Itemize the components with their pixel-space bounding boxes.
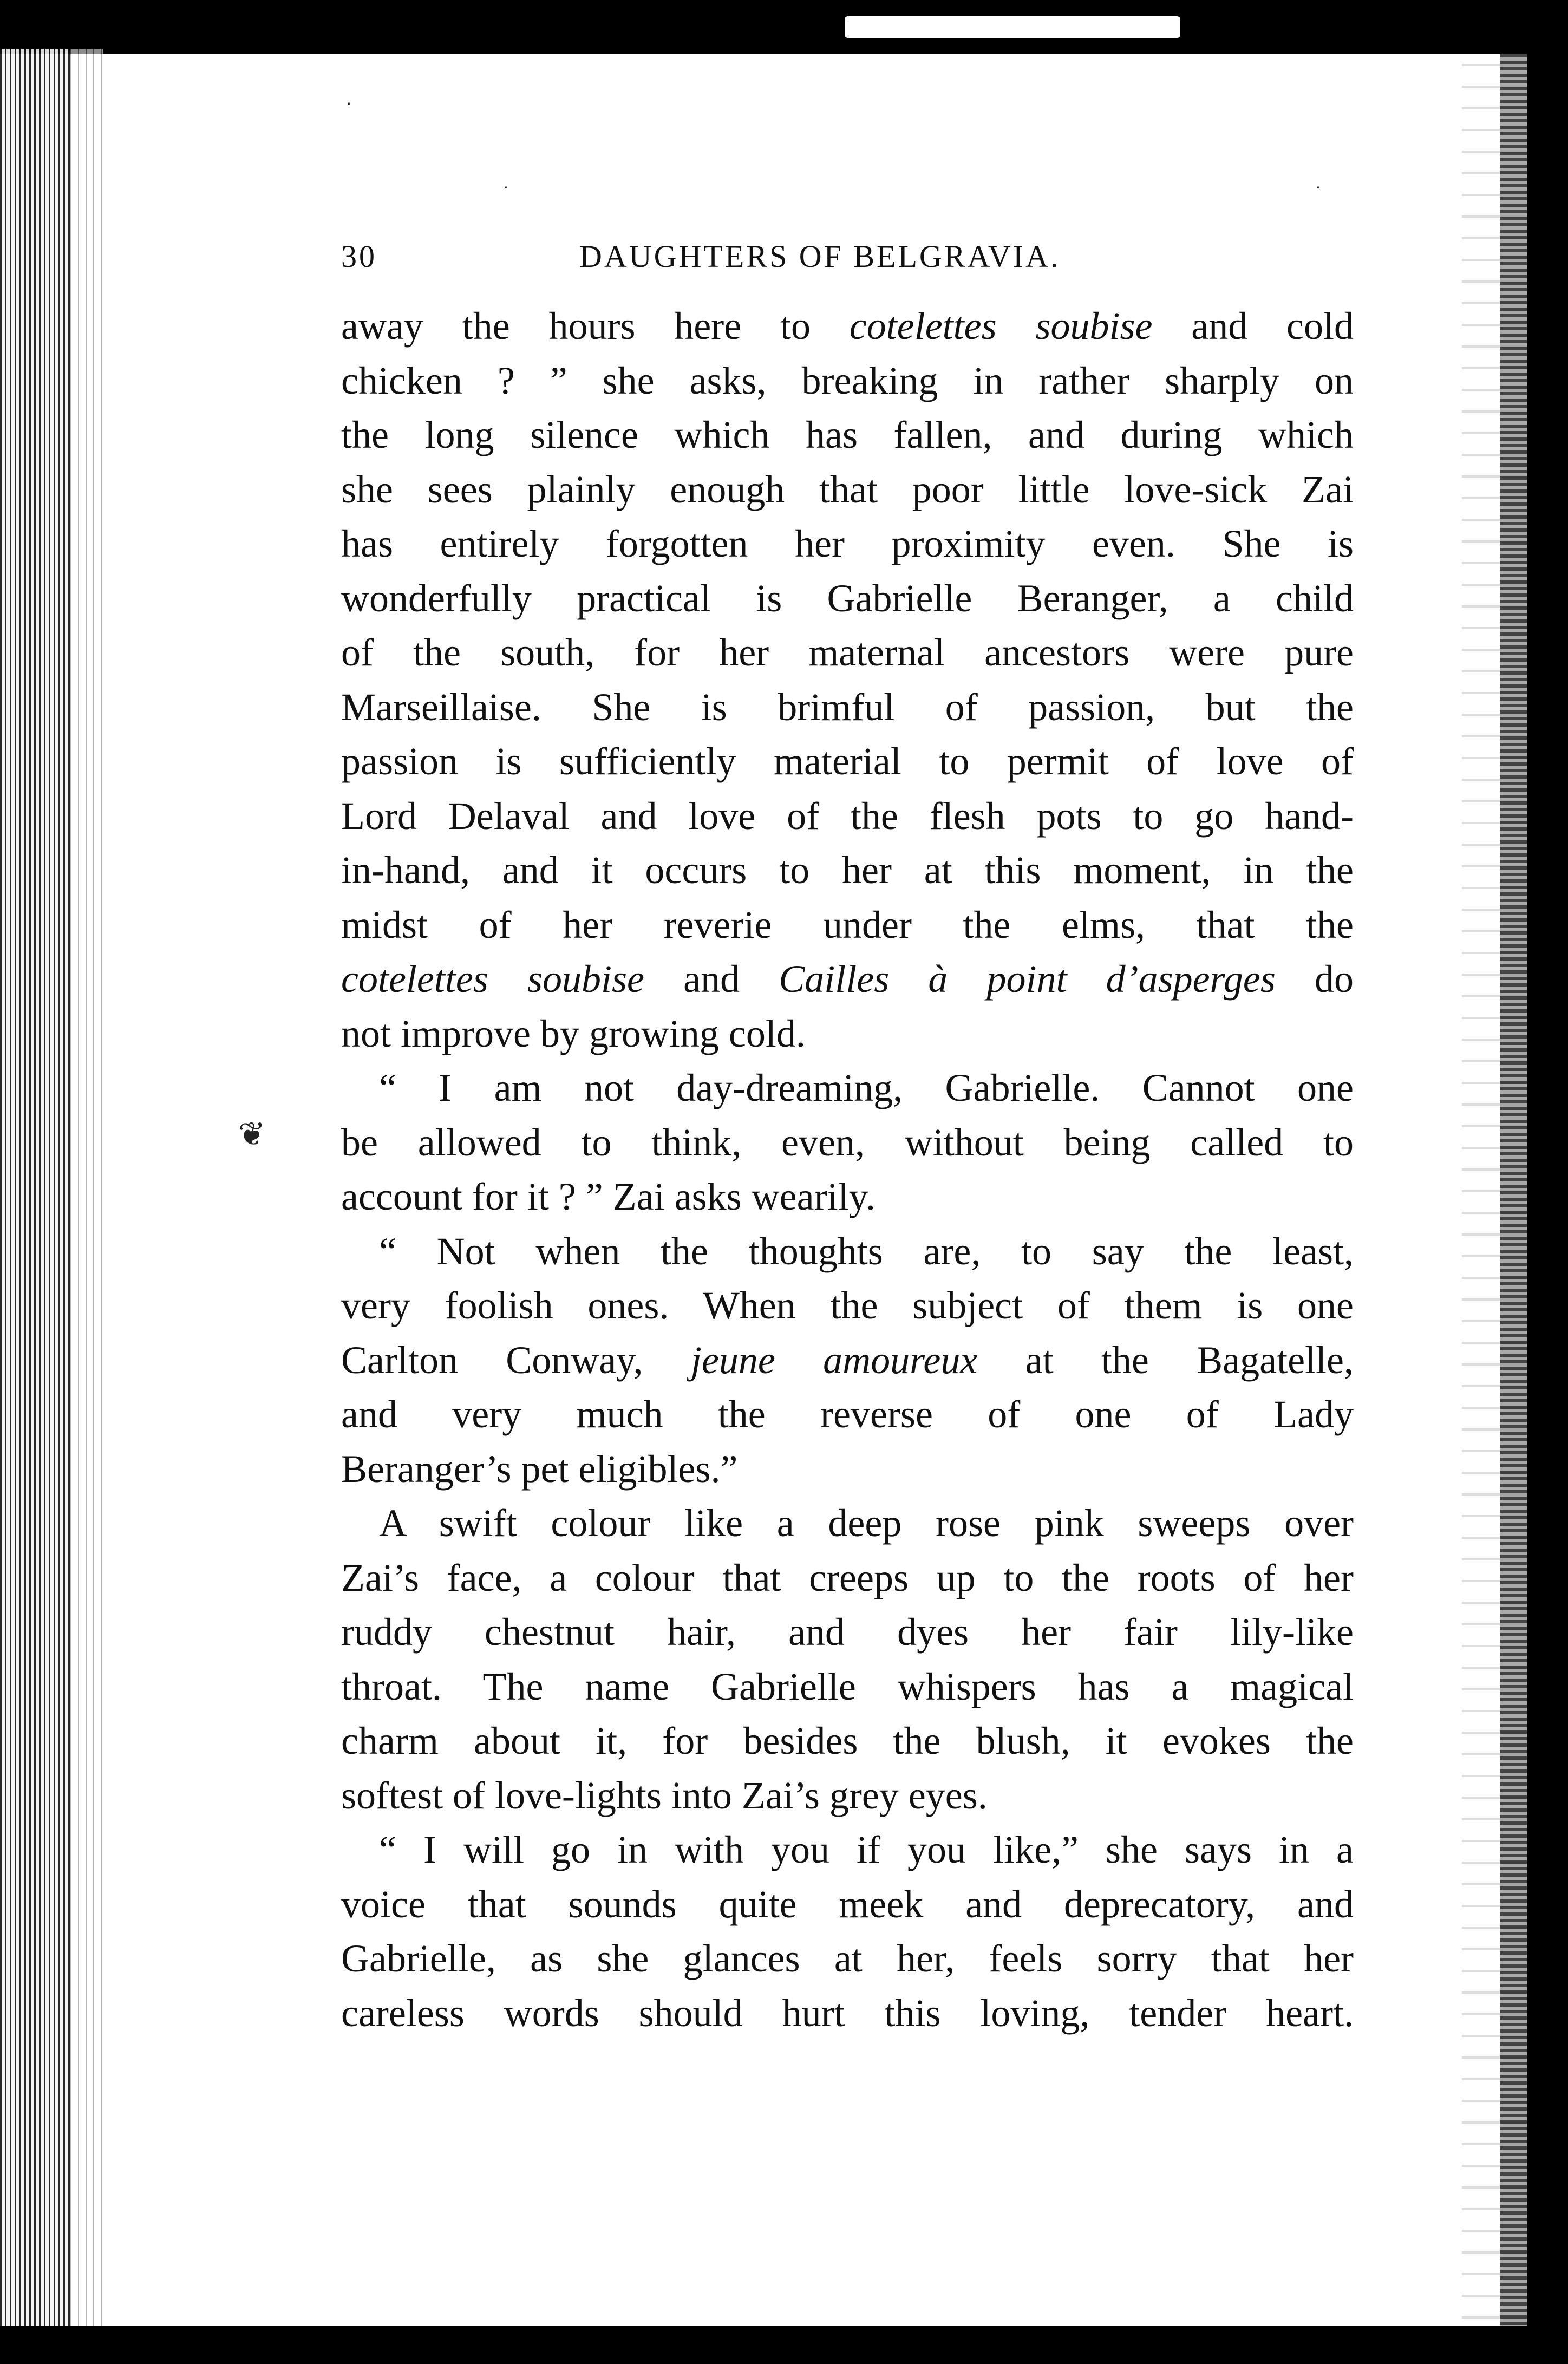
text-line: A swift colour like a deep rose pink sweeps over [379,1501,1354,1545]
text-line: and very much the reverse of one of Lady [341,1393,1354,1436]
page-number: 30 [341,239,377,274]
text-line: she sees plainly enough that poor little love-sick Zai [341,467,1354,511]
text-line: “ I will go in with you if you like,” she says in a [379,1828,1354,1871]
text-line: Carlton Conway, jeune amoureux at the Bagatelle, [341,1338,1354,1382]
text-line: charm about it, for besides the blush, it evokes the [341,1719,1354,1762]
body-text [341,299,1354,2040]
text-line: the long silence which has fallen, and during which [341,413,1354,456]
text-line: voice that sounds quite meek and deprecatory, and [341,1882,1354,1926]
text-line: passion is sufficiently material to permit of love of [341,740,1354,783]
text-line: throat. The name Gabrielle whispers has a magical [341,1664,1354,1708]
scan-border-bottom [0,2326,1568,2364]
text-line: midst of her reverie under the elms, that the [341,903,1354,946]
text-line: careless words should hurt this loving, tender heart. [341,1991,1354,2035]
text-line: Marseillaise. She is brimful of passion, but the [341,685,1354,729]
text-line: Zai’s face, a colour that creeps up to the roots of her [341,1556,1354,1599]
text-line: very foolish ones. When the subject of them is one [341,1284,1354,1327]
text-line: be allowed to think, even, without being called to [341,1120,1354,1164]
scan-glare [845,16,1180,38]
text-line: Gabrielle, as she glances at her, feels sorry that her [341,1937,1354,1980]
page-edge-dark [1500,54,1527,2326]
scan-border-top [0,0,1568,54]
text-line: softest of love-lights into Zai’s grey eyes. [341,1773,988,1817]
running-header [341,238,1354,287]
book-gutter [0,49,70,2334]
running-title: DAUGHTERS OF BELGRAVIA. [579,239,1061,274]
text-line: account for it ? ” Zai asks wearily. [341,1175,876,1218]
text-line: has entirely forgotten her proximity even. She is [341,522,1354,565]
text-line: away the hours here to cotelettes soubise and cold [341,304,1354,348]
text-line: wonderfully practical is Gabrielle Beranger, a child [341,576,1354,620]
scan-border-right [1527,0,1568,2364]
text-line: not improve by growing cold. [341,1011,806,1055]
ink-speck: · [504,179,508,197]
ink-speck-mark: ❦ [238,1115,266,1153]
book-gutter-fade [70,49,103,2334]
book-page [341,238,1354,2040]
text-line: ruddy chestnut hair, and dyes her fair lily-like [341,1610,1354,1654]
text-line: Beranger’s pet eligibles.” [341,1447,738,1491]
text-line: of the south, for her maternal ancestors were pure [341,631,1354,674]
ink-speck: · [347,95,351,113]
text-line: Lord Delaval and love of the flesh pots to go hand- [341,794,1354,838]
text-line: chicken ? ” she asks, breaking in rather sharply on [341,358,1354,402]
text-line: cotelettes soubise and Cailles à point d’asperges do [341,957,1354,1001]
text-line: in-hand, and it occurs to her at this moment, in the [341,848,1354,892]
ink-speck: · [1316,179,1321,197]
text-line: “ Not when the thoughts are, to say the least, [379,1229,1354,1273]
text-line: “ I am not day-dreaming, Gabrielle. Cannot one [379,1066,1354,1109]
